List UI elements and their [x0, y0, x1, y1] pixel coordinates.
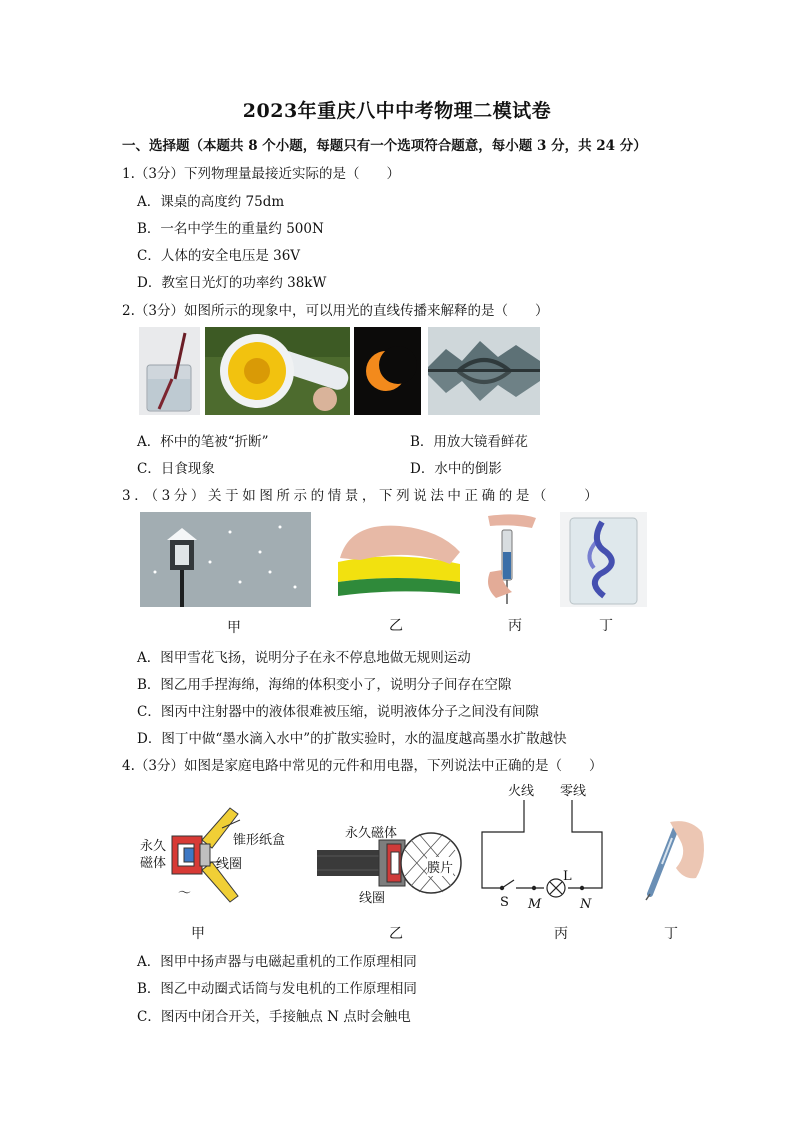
q4-caption-yi: 乙 — [389, 926, 403, 942]
q4-caption-ding: 丁 — [664, 926, 678, 942]
solar-eclipse-photo — [354, 327, 421, 415]
fig-bing-live-label: 火线 — [508, 784, 535, 799]
q3-caption-jia: 甲 — [227, 620, 241, 636]
fig-jia-coil-label: 线圈 — [216, 857, 243, 872]
fig-bing-lamp-label: L — [563, 869, 572, 884]
fig-bing-neutral-label: 零线 — [560, 784, 587, 799]
q4-caption-jia: 甲 — [191, 926, 205, 942]
fig-yi-magnet-label: 永久磁体 — [345, 826, 398, 841]
sponge-squeeze-photo — [320, 512, 471, 607]
q2-stem: 2.（3分）如图所示的现象中，可以用光的直线传播来解释的是（ ） — [122, 303, 549, 319]
q2-option-a: A．杯中的笔被“折断” — [137, 434, 269, 450]
q1-option-a: A．课桌的高度约 75dm — [137, 194, 285, 210]
section-heading: 一、选择题（本题共 8 个小题，每题只有一个选项符合题意，每小题 3 分，共 24 分） — [122, 138, 647, 154]
q1-option-c: C．人体的安全电压是 36V — [137, 248, 301, 264]
q2-option-d: D．水中的倒影 — [410, 461, 502, 477]
water-reflection-photo — [428, 327, 540, 415]
q4-option-c: C．图丙中闭合开关，手接触点 N 点时会触电 — [137, 1009, 411, 1025]
q2-option-c: C．日食现象 — [137, 461, 215, 477]
q2-option-b: B．用放大镜看鲜花 — [410, 434, 528, 450]
magnifier-flower-photo — [205, 327, 350, 415]
fig-bing-n-label: N — [580, 897, 592, 912]
q4-option-a: A．图甲中扬声器与电磁起重机的工作原理相同 — [137, 954, 417, 970]
fig-yi-coil-label: 线圈 — [359, 891, 386, 906]
q3-caption-bing: 丙 — [508, 618, 522, 634]
pen-in-glass-photo — [139, 327, 200, 415]
q1-stem: 1.（3分）下列物理量最接近实际的是（ ） — [122, 166, 400, 182]
q3-caption-ding: 丁 — [599, 618, 613, 634]
q3-option-c: C．图丙中注射器中的液体很难被压缩，说明液体分子之间没有间隙 — [137, 704, 539, 720]
q3-caption-yi: 乙 — [389, 618, 403, 634]
fig-jia-ac-label: ～ — [178, 886, 192, 901]
circuit-diagram — [476, 800, 616, 900]
test-pen-diagram — [636, 818, 710, 902]
syringe-photo — [478, 512, 540, 607]
q4-option-b: B．图乙中动圈式话筒与发电机的工作原理相同 — [137, 981, 417, 997]
q3-stem: 3．（3分）关于如图所示的情景，下列说法中正确的是（ ） — [122, 488, 602, 504]
q1-option-d: D．教室日光灯的功率约 38kW — [137, 275, 327, 291]
fig-yi-membrane-label: 膜片 — [427, 857, 453, 876]
fig-bing-m-label: M — [528, 897, 542, 912]
fig-jia-cone-label: 锥形纸盒 — [233, 833, 286, 848]
fig-jia-magnet-label: 永久 磁体 — [140, 839, 167, 871]
ink-diffusion-photo — [560, 512, 647, 607]
page-title: 2023年重庆八中中考物理二模试卷 — [242, 100, 552, 122]
snow-lamp-photo — [140, 512, 311, 607]
q1-option-b: B．一名中学生的重量约 500N — [137, 221, 324, 237]
fig-bing-switch-label: S — [500, 895, 509, 910]
q3-option-d: D．图丁中做“墨水滴入水中”的扩散实验时，水的温度越高墨水扩散越快 — [137, 731, 567, 747]
q4-caption-bing: 丙 — [554, 926, 568, 942]
q3-option-b: B．图乙用手捏海绵，海绵的体积变小了，说明分子间存在空隙 — [137, 677, 512, 693]
q4-stem: 4.（3分）如图是家庭电路中常见的元件和用电器，下列说法中正确的是（ ） — [122, 758, 603, 774]
q3-option-a: A．图甲雪花飞扬，说明分子在永不停息地做无规则运动 — [137, 650, 471, 666]
